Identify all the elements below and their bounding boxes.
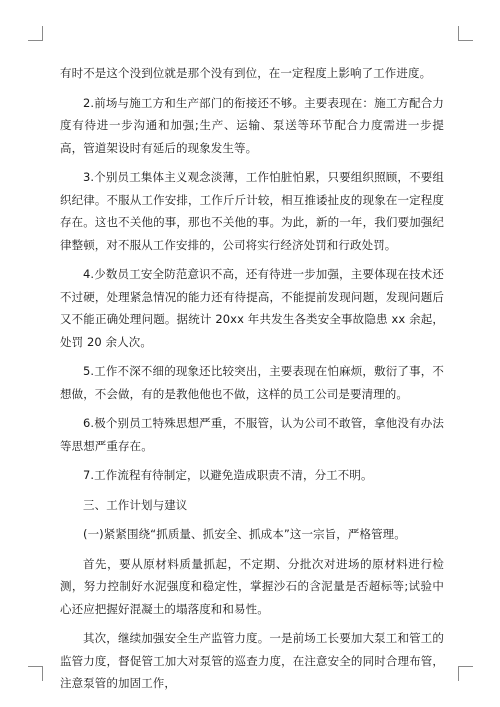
section-heading: 三、工作计划与建议 xyxy=(83,497,188,512)
paragraph-item-4: 4.少数员工安全防范意识不高，还有待进一步加强，主要体现在技术还不过硬，处理紧急情况的能力还有待提高，不能提前发现问题，发现问题后又不能正确处理问题。据统计 20xx 年共发生各类安全事故隐患 xx 余起，处罚 20 余人次。 xyxy=(60,267,444,349)
document-body xyxy=(60,62,444,702)
paragraph-first: 首先，要从原材料质量抓起，不定期、分批次对进场的原材料进行检测，努力控制好水泥强度和稳定性，掌握沙石的含泥量是否超标等;试验中心还应把握好混凝土的塌落度和和易性。 xyxy=(60,556,444,616)
paragraph-item-2: 2.前场与施工方和生产部门的衔接还不够。主要表现在：施工方配合力度有待进一步沟通和加强;生产、运输、泵送等环节配合力度需进一步提高，管道架设时有延后的现象发生等。 xyxy=(60,95,444,155)
paragraph-continuation: 有时不是这个没到位就是那个没有到位，在一定程度上影响了工作进度。 xyxy=(60,66,432,80)
crop-mark-top-left xyxy=(28,26,43,41)
crop-mark-top-right xyxy=(458,26,473,41)
paragraph-item-6: 6.极个别员工特殊思想严重，不服管，认为公司不敢管，拿他没有办法等思想严重存在。 xyxy=(60,416,444,453)
subsection-heading: (一)紧紧围绕“抓质量、抓安全、抓成本”这一宗旨，严格管理。 xyxy=(83,527,406,541)
paragraph-item-3: 3.个别员工集体主义观念淡薄，工作怕脏怕累，只要组织照顾，不要组织纪律。不服从工作安排，工作斤斤计较，相互推诿扯皮的现象在一定程度存在。这也不关他的事，那也不关他的事。为此，新的一年，我们要加强纪律整顿，对不服从工作安排的，公司将实行经济处罚和行政处罚。 xyxy=(60,170,444,252)
crop-mark-bottom-left xyxy=(28,666,43,681)
paragraph-second: 其次，继续加强安全生产监管力度。一是前场工长要加大泵工和管工的监管力度，督促管工加大对泵管的巡查力度，在注意安全的同时合理布管，注意泵管的加固工作， xyxy=(60,631,444,690)
crop-mark-bottom-right xyxy=(458,666,473,681)
paragraph-item-5: 5.工作不深不细的现象还比较突出，主要表现在怕麻烦，敷衍了事，不想做，不会做，有的是教他他也不做，这样的员工公司是要清理的。 xyxy=(60,364,444,401)
paragraph-item-7: 7.工作流程有待制定，以避免造成职责不清，分工不明。 xyxy=(83,468,373,482)
